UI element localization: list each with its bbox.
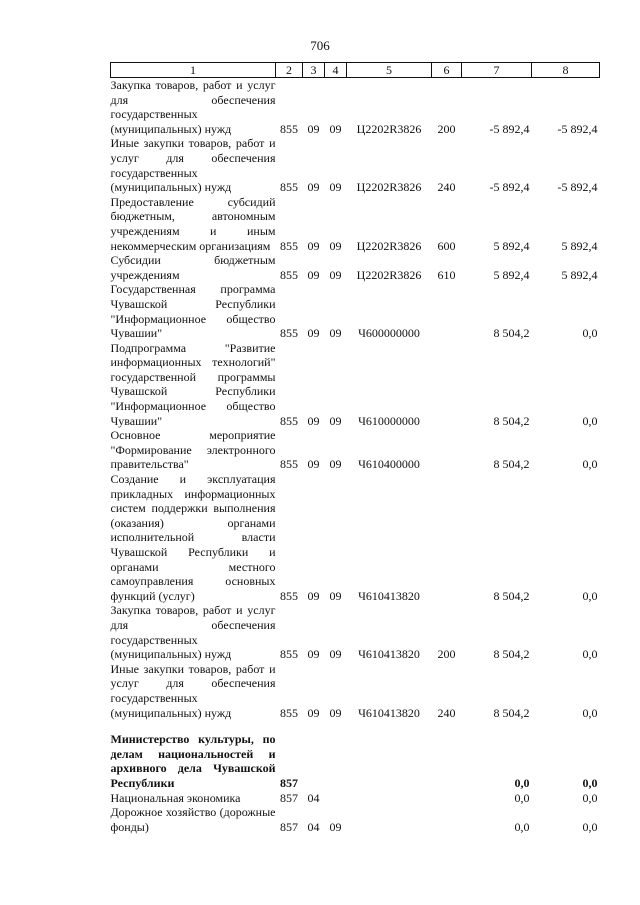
row-name: Предоставление субсидий бюджетным, автономным учреждениям и иным некоммерческим организациям	[110, 194, 276, 253]
row-amount-2: 0,0	[582, 647, 598, 662]
row-admin-code: 855	[280, 647, 298, 662]
row-expense-type	[432, 472, 462, 603]
row-amount-1: 5 892,4	[493, 238, 530, 253]
row-subsection: 09	[329, 180, 342, 195]
row-name: Дорожное хозяйство (дорожные фонды)	[110, 805, 276, 834]
row-section: 09	[307, 238, 320, 253]
table-row	[111, 341, 600, 429]
table-row	[111, 282, 600, 340]
row-subsection: 09	[329, 326, 342, 341]
row-name: Закупка товаров, работ и услуг для обеспечения государственных (муниципальных) нужд	[110, 603, 276, 662]
table-row	[111, 791, 600, 806]
row-name: Закупка товаров, работ и услуг для обеспечения государственных (муниципальных) нужд	[110, 78, 276, 136]
row-expense-type	[432, 282, 462, 340]
header-col-3: 3	[303, 63, 325, 78]
table-row	[111, 253, 600, 282]
row-admin-code: 855	[280, 326, 298, 341]
table-row	[111, 732, 600, 790]
budget-table	[110, 62, 600, 834]
row-target-article: Ц2202R3826	[356, 238, 422, 253]
row-admin-code: 855	[280, 238, 298, 253]
row-amount-1: -5 892,4	[489, 180, 530, 195]
row-target-article: Ч610000000	[358, 413, 420, 428]
row-admin-code: 855	[280, 180, 298, 195]
row-subsection: 09	[329, 238, 342, 253]
row-target-article: Ц2202R3826	[356, 267, 422, 282]
row-amount-1: 0,0	[514, 790, 530, 805]
row-subsection: 09	[329, 121, 342, 136]
table-header	[111, 63, 600, 78]
row-section: 09	[307, 588, 320, 603]
row-amount-2: 0,0	[582, 413, 598, 428]
row-amount-1: 8 504,2	[493, 326, 530, 341]
row-name: Иные закупки товаров, работ и услуг для обеспечения государственных (муниципальных) нужд	[110, 136, 276, 195]
row-target-article: Ч610400000	[358, 457, 420, 472]
row-section: 09	[307, 121, 320, 136]
row-section: 09	[307, 647, 320, 662]
row-expense-type: 610	[437, 267, 456, 282]
row-admin-code: 857	[280, 775, 298, 790]
row-subsection	[325, 732, 347, 790]
page-number: 706	[310, 38, 330, 53]
header-col-6: 6	[432, 63, 462, 78]
row-expense-type	[432, 805, 462, 834]
row-amount-1: 0,0	[514, 775, 530, 790]
row-amount-2: 5 892,4	[561, 238, 598, 253]
row-subsection	[325, 791, 347, 806]
table-row	[111, 805, 600, 834]
row-expense-type: 200	[437, 121, 456, 136]
row-amount-2: 0,0	[582, 705, 598, 720]
table-row	[111, 662, 600, 720]
row-section: 09	[307, 326, 320, 341]
row-amount-2: 0,0	[582, 775, 598, 790]
table-row	[111, 603, 600, 661]
table-row	[111, 195, 600, 253]
row-subsection: 09	[329, 457, 342, 472]
row-amount-1: 8 504,2	[493, 457, 530, 472]
row-admin-code: 855	[280, 588, 298, 603]
table-row	[111, 472, 600, 603]
row-amount-1: 8 504,2	[493, 588, 530, 603]
row-target-article: Ч610413820	[358, 588, 420, 603]
row-section: 09	[307, 413, 320, 428]
row-amount-1: 8 504,2	[493, 413, 530, 428]
row-expense-type	[432, 732, 462, 790]
row-amount-1: 0,0	[514, 819, 530, 834]
row-amount-2: -5 892,4	[557, 121, 598, 136]
row-admin-code: 857	[280, 819, 298, 834]
row-amount-1: 8 504,2	[493, 647, 530, 662]
row-amount-1: -5 892,4	[489, 121, 530, 136]
table-body	[111, 78, 600, 835]
row-admin-code: 855	[280, 121, 298, 136]
row-section: 09	[307, 457, 320, 472]
row-subsection: 09	[329, 267, 342, 282]
row-section: 04	[307, 790, 320, 805]
row-target-article	[347, 732, 432, 790]
row-amount-2: 0,0	[582, 457, 598, 472]
row-target-article	[347, 791, 432, 806]
row-target-article	[347, 805, 432, 834]
spacer-row	[111, 720, 600, 732]
row-subsection: 09	[329, 647, 342, 662]
row-amount-1: 5 892,4	[493, 267, 530, 282]
row-name: Министерство культуры, по делам национальностей и архивного дела Чувашской Республики	[110, 732, 276, 790]
table-row	[111, 136, 600, 194]
row-amount-2: 0,0	[582, 819, 598, 834]
row-name: Субсидии бюджетным учреждениям	[110, 253, 276, 282]
row-expense-type: 240	[437, 180, 456, 195]
header-col-7: 7	[462, 63, 532, 78]
row-name: Основное мероприятие "Формирование электронного правительства"	[110, 428, 276, 472]
row-expense-type: 240	[437, 705, 456, 720]
header-col-5: 5	[347, 63, 432, 78]
row-admin-code: 855	[280, 705, 298, 720]
row-admin-code: 855	[280, 413, 298, 428]
header-col-4: 4	[325, 63, 347, 78]
row-section	[303, 732, 325, 790]
row-amount-2: -5 892,4	[557, 180, 598, 195]
header-col-1: 1	[111, 63, 276, 78]
row-admin-code: 857	[280, 790, 298, 805]
row-admin-code: 855	[280, 457, 298, 472]
row-amount-2: 5 892,4	[561, 267, 598, 282]
row-section: 09	[307, 267, 320, 282]
row-section: 09	[307, 705, 320, 720]
row-amount-1: 8 504,2	[493, 705, 530, 720]
row-expense-type: 200	[437, 647, 456, 662]
row-expense-type	[432, 341, 462, 429]
row-subsection: 09	[329, 413, 342, 428]
row-section: 09	[307, 180, 320, 195]
row-target-article: Ч610413820	[358, 647, 420, 662]
row-name: Государственная программа Чувашской Республики "Информационное общество Чувашии"	[110, 282, 276, 341]
row-amount-2: 0,0	[582, 790, 598, 805]
row-name: Создание и эксплуатация прикладных информационных систем поддержки выполнения (оказания) органами исполнительной власти Чувашской Республики и органами местного самоуправления основных функций (услуг)	[110, 472, 276, 603]
row-expense-type	[432, 428, 462, 472]
row-amount-2: 0,0	[582, 588, 598, 603]
row-section: 04	[307, 819, 320, 834]
row-expense-type: 600	[437, 238, 456, 253]
table-row	[111, 428, 600, 472]
row-target-article: Ц2202R3826	[356, 180, 422, 195]
table-row	[111, 78, 600, 137]
row-expense-type	[432, 791, 462, 806]
row-amount-2: 0,0	[582, 326, 598, 341]
row-name: Национальная экономика	[110, 790, 241, 805]
row-name: Иные закупки товаров, работ и услуг для обеспечения государственных (муниципальных) нужд	[110, 661, 276, 720]
header-col-2: 2	[276, 63, 303, 78]
row-subsection: 09	[329, 819, 342, 834]
header-row	[111, 63, 600, 78]
row-target-article: Ч600000000	[358, 326, 420, 341]
header-col-8: 8	[532, 63, 600, 78]
row-name: Подпрограмма "Развитие информационных технологий" государственной программы Чувашской Республики "Информационное общество Чувашии"	[110, 340, 276, 428]
row-subsection: 09	[329, 705, 342, 720]
row-admin-code: 855	[280, 267, 298, 282]
row-subsection: 09	[329, 588, 342, 603]
row-target-article: Ч610413820	[358, 705, 420, 720]
spacer-cell	[111, 720, 600, 732]
row-target-article: Ц2202R3826	[356, 121, 422, 136]
